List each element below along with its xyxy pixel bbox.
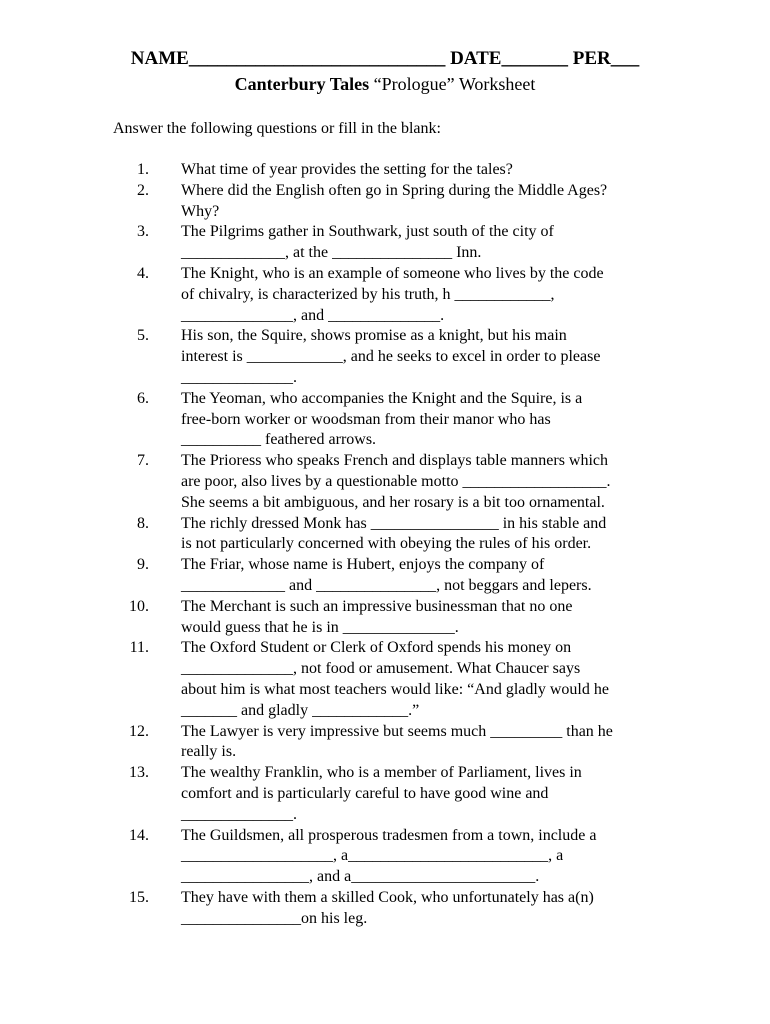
question-line: free-born worker or woodsman from their manor who has (181, 410, 551, 428)
question-number: 13. (129, 764, 149, 782)
question-text (181, 514, 663, 556)
question-item (0, 514, 770, 556)
question-item (0, 326, 770, 388)
question-line: The Friar, whose name is Hubert, enjoys the company of (181, 556, 545, 574)
question-line: The Pilgrims gather in Southwark, just south of the city of (181, 223, 554, 241)
question-text (181, 555, 663, 597)
question-item (0, 597, 770, 639)
question-number: 9. (137, 556, 149, 574)
question-line: _____________ and _______________, not beggars and lepers. (181, 576, 592, 594)
question-item (0, 763, 770, 825)
question-number: 4. (137, 264, 149, 282)
question-item (0, 160, 770, 181)
question-line: His son, the Squire, shows promise as a knight, but his main (181, 327, 567, 345)
question-item (0, 222, 770, 264)
question-line: Why? (181, 202, 220, 220)
question-line: The Merchant is such an impressive businessman that no one (181, 597, 573, 615)
question-number: 14. (129, 826, 149, 844)
question-number: 11. (129, 639, 149, 657)
question-line: ______________. (181, 805, 297, 823)
question-number: 3. (137, 223, 149, 241)
question-line: _______________on his leg. (181, 909, 368, 927)
question-text (181, 264, 663, 326)
question-item (0, 722, 770, 764)
question-text (181, 222, 663, 264)
question-line: The richly dressed Monk has ________________ in his stable and (181, 514, 607, 532)
question-line: The Prioress who speaks French and displays table manners which (181, 452, 609, 470)
question-line: would guess that he is in ______________. (181, 618, 459, 636)
question-number: 2. (137, 181, 149, 199)
question-item (0, 826, 770, 888)
question-item (0, 264, 770, 326)
question-line: The wealthy Franklin, who is a member of Parliament, lives in (181, 764, 582, 782)
question-text (181, 763, 663, 825)
question-line: They have with them a skilled Cook, who unfortunately has a(n) (181, 888, 594, 906)
question-text (181, 722, 663, 764)
question-line: The Oxford Student or Clerk of Oxford spends his money on (181, 639, 572, 657)
question-text (181, 888, 663, 930)
question-number: 15. (129, 888, 149, 906)
title-book-name: Canterbury Tales (234, 74, 370, 94)
question-item (0, 451, 770, 513)
question-line: are poor, also lives by a questionable motto __________________. (181, 472, 611, 490)
question-text (181, 597, 663, 639)
question-number: 12. (129, 722, 149, 740)
question-line: __________ feathered arrows. (181, 431, 377, 449)
question-item (0, 555, 770, 597)
question-line: about him is what most teachers would like: “And gladly would he (181, 680, 609, 698)
question-item (0, 181, 770, 223)
question-line: ________________, and a_______________________. (181, 868, 540, 886)
question-list (0, 160, 770, 929)
question-line: The Yeoman, who accompanies the Knight and the Squire, is a (181, 389, 583, 407)
question-text (181, 638, 663, 721)
question-number: 8. (137, 514, 149, 532)
question-number: 7. (137, 452, 149, 470)
question-line: The Lawyer is very impressive but seems much _________ than he (181, 722, 613, 740)
question-number: 5. (137, 327, 149, 345)
question-line: ___________________, a_________________________, a (181, 847, 564, 865)
question-text (181, 826, 663, 888)
question-text (181, 326, 663, 388)
question-text (181, 451, 663, 513)
question-line: _____________, at the _______________ Inn. (181, 244, 482, 262)
question-line: The Knight, who is an example of someone who lives by the code (181, 264, 604, 282)
question-number: 10. (129, 597, 149, 615)
question-item (0, 638, 770, 721)
question-line: ______________, and ______________. (181, 306, 445, 324)
question-line: comfort and is particularly careful to have good wine and (181, 784, 549, 802)
question-line: What time of year provides the setting for the tales? (181, 161, 513, 178)
question-text (181, 389, 663, 451)
question-item (0, 888, 770, 930)
question-number: 6. (137, 389, 149, 407)
question-text (181, 160, 663, 181)
question-line: _______ and gladly ____________.” (181, 701, 420, 719)
question-line: ______________, not food or amusement. What Chaucer says (181, 660, 581, 678)
question-line: really is. (181, 743, 237, 761)
question-text (181, 181, 663, 223)
question-line: Where did the English often go in Spring during the Middle Ages? (181, 181, 608, 199)
question-line: She seems a bit ambiguous, and her rosary is a bit too ornamental. (181, 493, 605, 511)
question-number: 1. (137, 161, 149, 178)
instructions: Answer the following questions or fill in the blank: (113, 120, 441, 137)
question-item (0, 389, 770, 451)
question-line: of chivalry, is characterized by his truth, h ____________, (181, 285, 555, 303)
question-line: is not particularly concerned with obeying the rules of his order. (181, 535, 592, 553)
name-date-period-line: NAME___________________________ DATE_______ PER___ (130, 48, 640, 69)
question-line: interest is ____________, and he seeks to excel in order to please (181, 348, 601, 366)
worksheet-title (0, 72, 770, 96)
title-subtitle: “Prologue” Worksheet (369, 74, 536, 94)
question-line: The Guildsmen, all prosperous tradesmen from a town, include a (181, 826, 597, 844)
question-line: ______________. (181, 368, 297, 386)
